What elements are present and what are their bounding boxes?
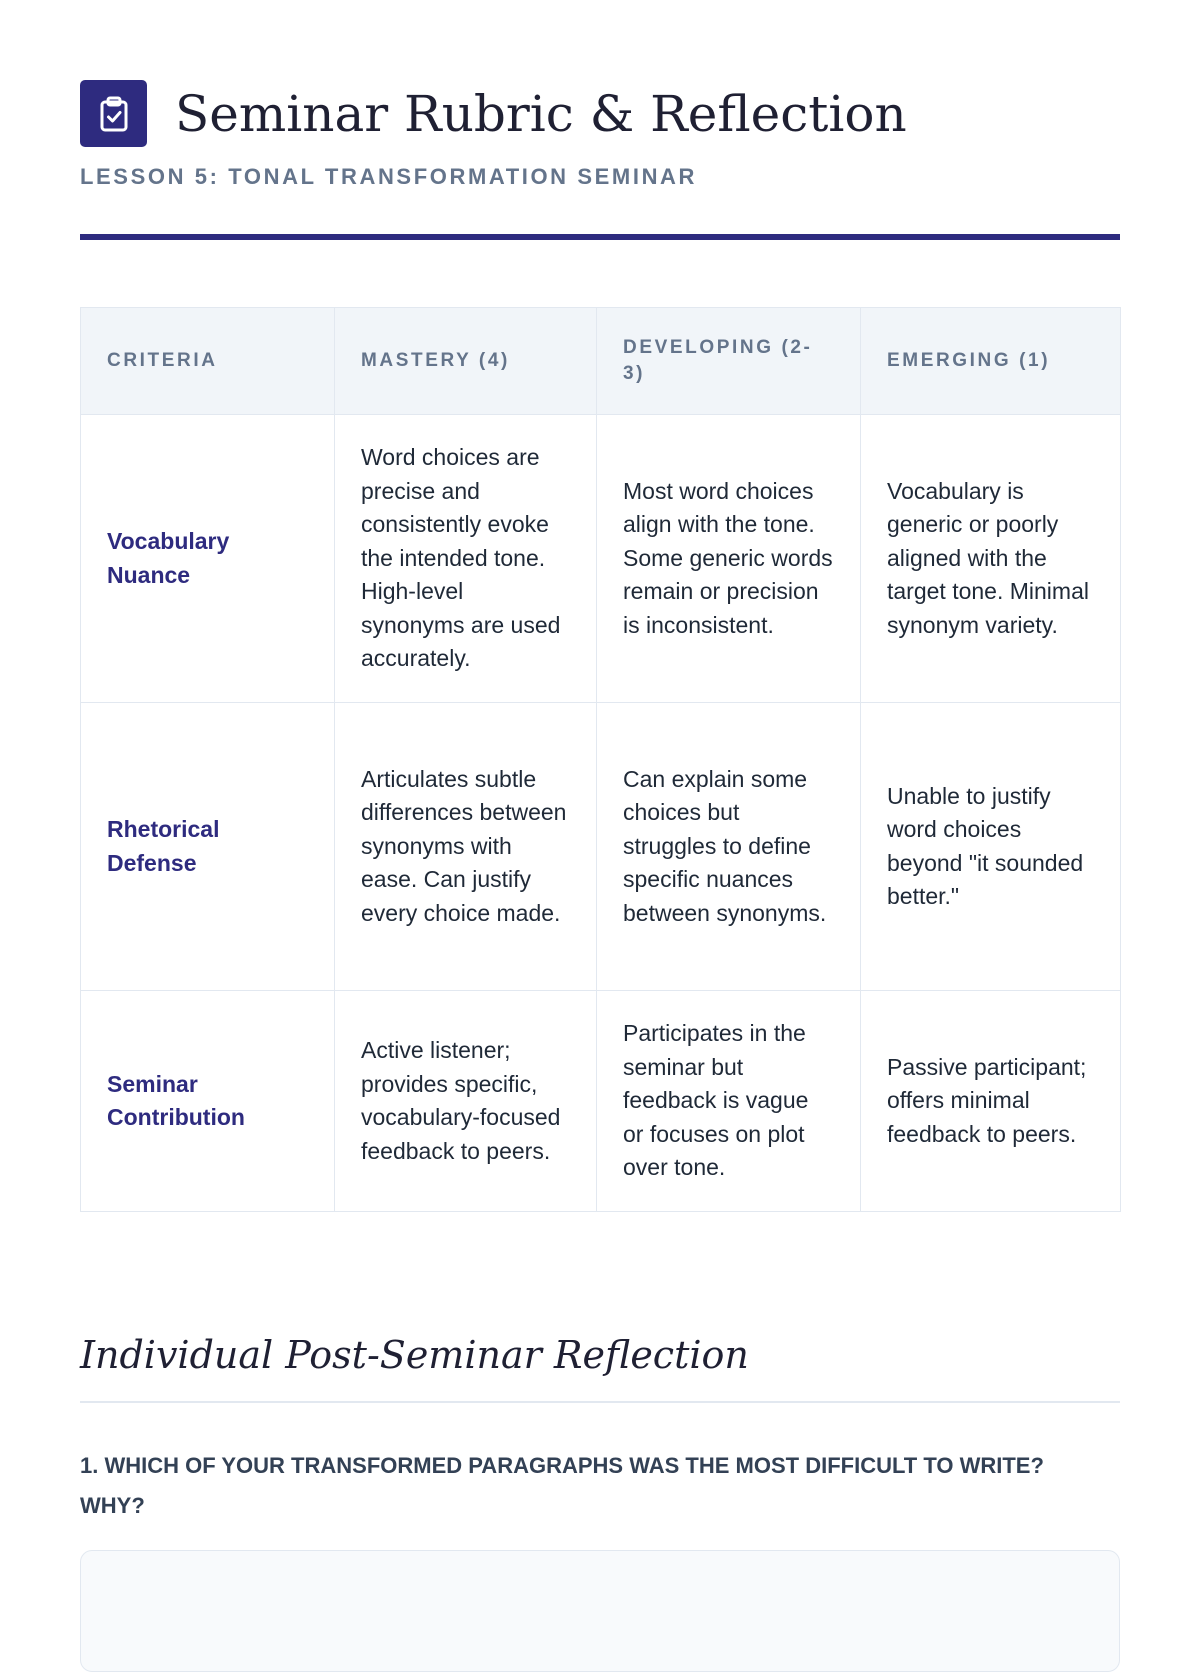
mastery-cell: Active listener; provides specific, vocabulary-focused feedback to peers. xyxy=(335,991,597,1212)
page-header xyxy=(80,80,1120,240)
rubric-header-row xyxy=(81,308,1121,415)
emerging-cell: Passive participant; offers minimal feedback to peers. xyxy=(861,991,1121,1212)
column-header-emerging: EMERGING (1) xyxy=(861,308,1121,415)
rubric-table xyxy=(80,307,1121,1212)
table-row xyxy=(81,415,1121,703)
reflection-title: Individual Post-Seminar Reflection xyxy=(80,1333,749,1377)
page-subtitle: LESSON 5: TONAL TRANSFORMATION SEMINAR xyxy=(80,164,698,189)
table-row xyxy=(81,703,1121,991)
column-header-criteria: CRITERIA xyxy=(81,308,335,415)
developing-cell: Most word choices align with the tone. Some generic words remain or precision is inconsistent. xyxy=(597,415,861,703)
mastery-cell: Word choices are precise and consistently evoke the intended tone. High-level synonyms are used accurately. xyxy=(335,415,597,703)
section-divider xyxy=(80,1401,1120,1403)
developing-cell: Participates in the seminar but feedback is vague or focuses on plot over tone. xyxy=(597,991,861,1212)
clipboard-check-icon xyxy=(80,80,147,147)
table-row xyxy=(81,991,1121,1212)
criterion-cell: Vocabulary Nuance xyxy=(81,415,335,703)
column-header-mastery: MASTERY (4) xyxy=(335,308,597,415)
mastery-cell: Articulates subtle differences between synonyms with ease. Can justify every choice made. xyxy=(335,703,597,991)
developing-cell: Can explain some choices but struggles to define specific nuances between synonyms. xyxy=(597,703,861,991)
page-title: Seminar Rubric & Reflection xyxy=(175,85,907,143)
header-divider xyxy=(80,234,1120,240)
column-header-developing: DEVELOPING (2-3) xyxy=(597,308,861,415)
emerging-cell: Unable to justify word choices beyond "it sounded better." xyxy=(861,703,1121,991)
criterion-cell: Rhetorical Defense xyxy=(81,703,335,991)
question-label: 1. WHICH OF YOUR TRANSFORMED PARAGRAPHS WAS THE MOST DIFFICULT TO WRITE? WHY? xyxy=(80,1453,1044,1518)
reflection-answer-input[interactable] xyxy=(80,1550,1120,1672)
criterion-cell: Seminar Contribution xyxy=(81,991,335,1212)
emerging-cell: Vocabulary is generic or poorly aligned with the target tone. Minimal synonym variety. xyxy=(861,415,1121,703)
